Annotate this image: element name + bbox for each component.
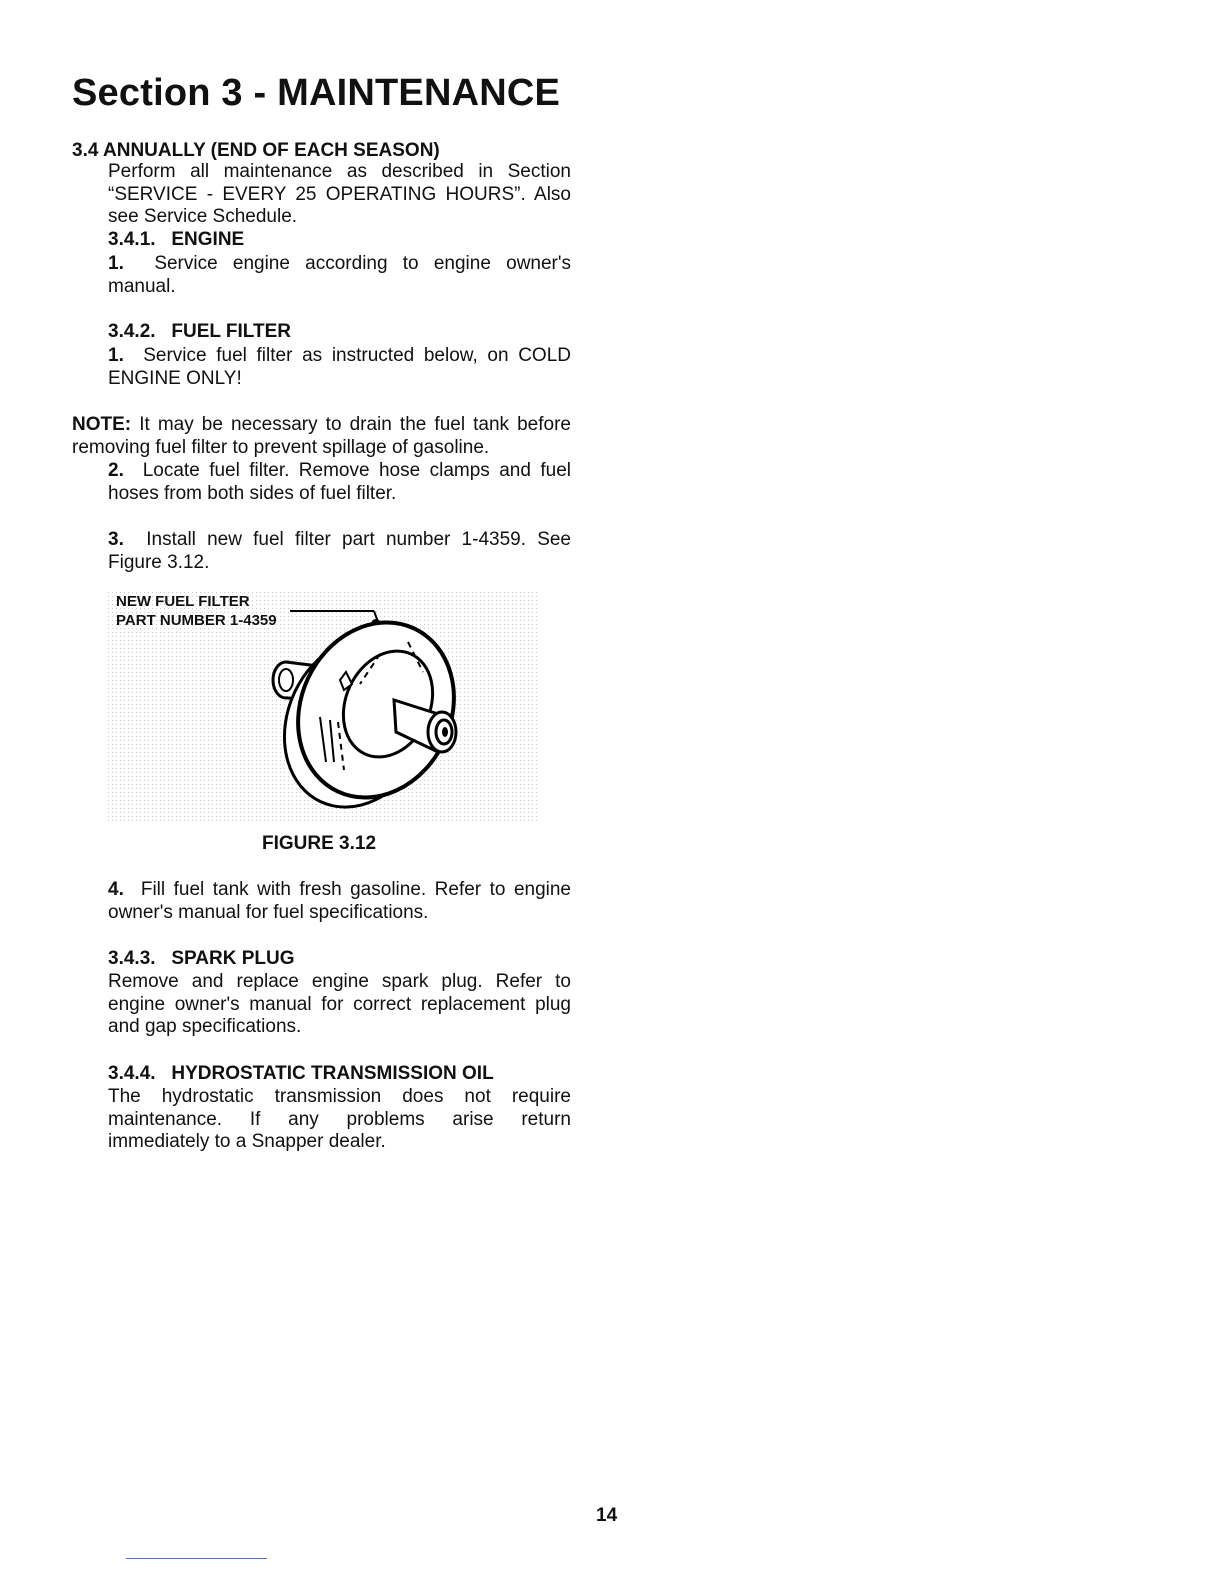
hydrostatic-body xyxy=(108,1086,571,1154)
body-line: The hydrostatic transmission does not require xyxy=(108,1086,571,1107)
body-line: Remove and replace engine spark plug. Refer to xyxy=(108,971,571,992)
subsection-hydrostatic-heading: 3.4.4. HYDROSTATIC TRANSMISSION OIL xyxy=(108,1063,494,1084)
body-line: engine owner's manual for correct replacement plug xyxy=(108,993,571,1015)
fuel-filter-item-4 xyxy=(108,879,571,924)
section-heading-text: ANNUALLY (END OF EACH SEASON) xyxy=(103,140,440,161)
item-text: Service engine according to engine owner's xyxy=(154,253,571,274)
body-line: maintenance. If any problems arise return xyxy=(108,1108,571,1130)
fuel-filter-item-1 xyxy=(108,345,571,390)
item-number: 3. xyxy=(108,529,124,550)
item-number: 2. xyxy=(108,460,124,481)
item-text: Fill fuel tank with fresh gasoline. Refer to engine xyxy=(140,879,571,900)
body-line: “SERVICE - EVERY 25 OPERATING HOURS”. Also xyxy=(108,183,571,205)
fuel-filter-item-2 xyxy=(108,460,571,505)
item-text: manual. xyxy=(108,275,176,297)
footer-rule xyxy=(126,1558,267,1559)
figure-fuel-filter xyxy=(108,592,538,824)
subsection-fuel-filter-heading: 3.4.2. FUEL FILTER xyxy=(108,321,291,342)
item-text: Locate fuel filter. Remove hose clamps and fuel xyxy=(142,460,571,481)
spark-plug-body xyxy=(108,971,571,1039)
item-number: 4. xyxy=(108,879,124,900)
item-text: Service fuel filter as instructed below, on COLD xyxy=(143,345,571,366)
section-number: 3.4 xyxy=(72,140,99,161)
body-line: immediately to a Snapper dealer. xyxy=(108,1131,386,1153)
item-text: owner's manual for fuel specifications. xyxy=(108,901,429,923)
body-line: see Service Schedule. xyxy=(108,206,298,228)
section-3-4-body xyxy=(108,161,571,229)
figure-label-line2: PART NUMBER 1-4359 xyxy=(116,612,277,629)
item-text: Install new fuel filter part number 1-4359. See xyxy=(146,529,571,550)
item-number: 1. xyxy=(108,253,124,274)
item-number: 1. xyxy=(108,345,124,366)
item-text: ENGINE ONLY! xyxy=(108,367,242,389)
body-line: and gap specifications. xyxy=(108,1016,302,1038)
item-text: hoses from both sides of fuel filter. xyxy=(108,482,397,504)
note-text: removing fuel filter to prevent spillage of gasoline. xyxy=(72,436,490,458)
body-line: Perform all maintenance as described in Section xyxy=(108,161,571,182)
subsection-engine-heading: 3.4.1. ENGINE xyxy=(108,229,245,250)
note-block xyxy=(72,414,571,459)
engine-item-1 xyxy=(108,253,571,298)
fuel-filter-item-3 xyxy=(108,529,571,574)
section-3-4-heading xyxy=(72,140,440,162)
subsection-spark-plug-heading: 3.4.3. SPARK PLUG xyxy=(108,948,295,969)
figure-caption: FIGURE 3.12 xyxy=(262,833,377,854)
figure-label-line1: NEW FUEL FILTER xyxy=(116,593,250,610)
note-label: NOTE: xyxy=(72,414,132,435)
note-text: It may be necessary to drain the fuel tank before xyxy=(139,414,571,435)
section-title: Section 3 - MAINTENANCE xyxy=(72,72,561,114)
item-text: Figure 3.12. xyxy=(108,551,210,573)
page-number: 14 xyxy=(596,1505,618,1526)
